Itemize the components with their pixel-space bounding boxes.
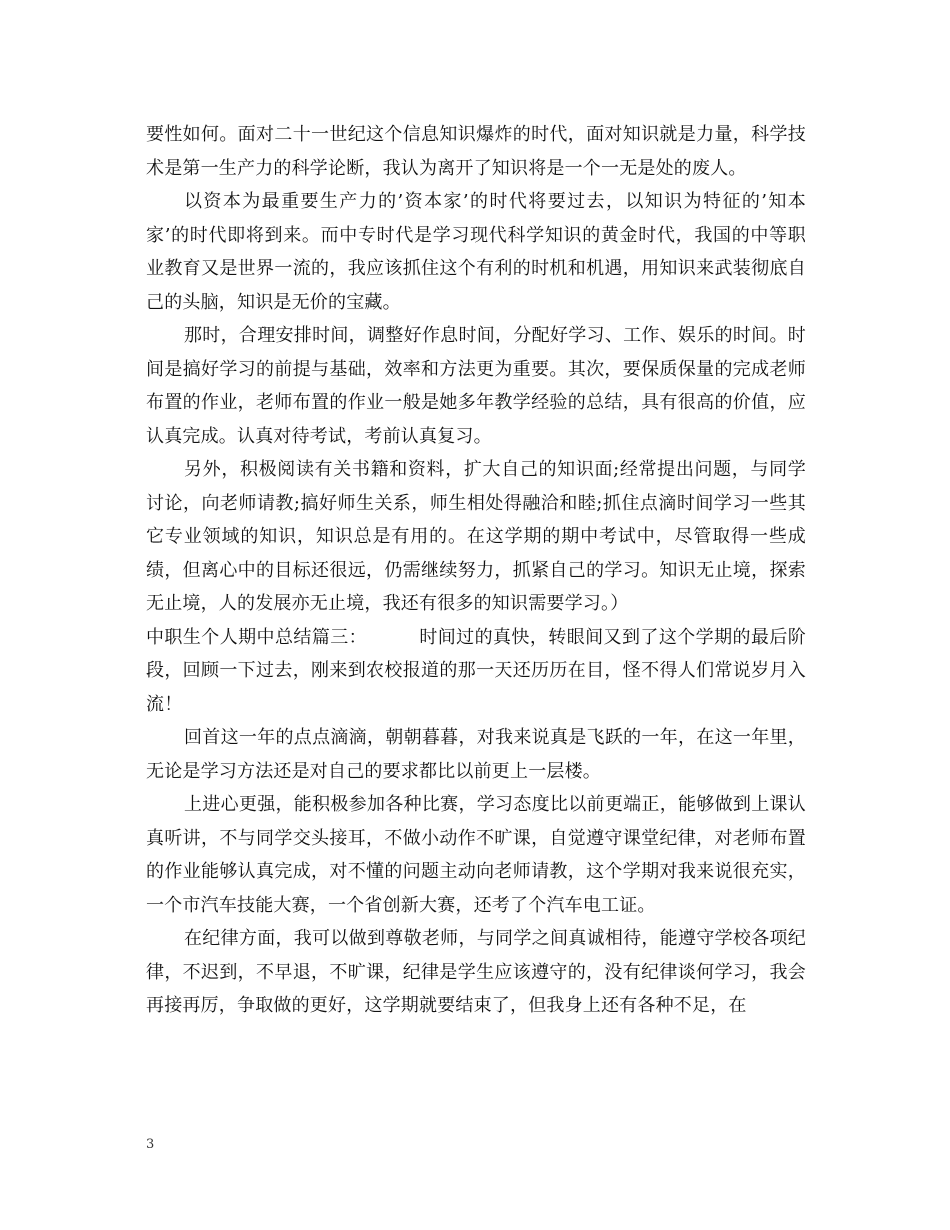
paragraph-2: 以资本为最重要生产力的’资本家’的时代将要过去，以知识为特征的’知本家’的时代即将到来。而中专时代是学习现代科学知识的黄金时代，我国的中等职业教育又是世界一流的，我应该抓住这个有利的时机和机遇，用知识来武装彻底自己的头脑，知识是无价的宝藏。	[146, 191, 806, 313]
section-text: 时间过的真快，转眼间又到了这个学期的最后阶段，回顾一下过去，刚来到农校报道的那一天还历历在目，怪不得人们常说岁月入流！	[146, 626, 806, 715]
paragraph-6: 上进心更强，能积极参加各种比赛，学习态度比以前更端正，能够做到上课认真听讲，不与同学交头接耳，不做小动作不旷课，自觉遵守课堂纪律，对老师布置的作业能够认真完成，对不懂的问题主动向老师请教，这个学期对我来说很充实，一个市汽车技能大赛，一个省创新大赛，还考了个汽车电工证。	[146, 794, 806, 916]
document-body	[146, 118, 806, 1023]
paragraph-3: 那时，合理安排时间，调整好作息时间，分配好学习、工作、娱乐的时间。时间是搞好学习的前提与基础，效率和方法更为重要。其次，要保质保量的完成老师布置的作业，老师布置的作业一般是她多年教学经验的总结，具有很高的价值，应认真完成。认真对待考试，考前认真复习。	[146, 325, 806, 447]
paragraph-7: 在纪律方面，我可以做到尊敬老师，与同学之间真诚相待，能遵守学校各项纪律，不迟到，不早退，不旷课，纪律是学生应该遵守的，没有纪律谈何学习，我会再接再厉，争取做的更好，这学期就要结束了，但我身上还有各种不足，在	[146, 928, 806, 1016]
section-paragraph	[146, 621, 806, 722]
page-number: 3	[146, 1137, 155, 1152]
paragraph-5: 回首这一年的点点滴滴，朝朝暮暮，对我来说真是飞跃的一年，在这一年里，无论是学习方法还是对自己的要求都比以前更上一层楼。	[146, 727, 806, 782]
paragraph-1: 要性如何。面对二十一世纪这个信息知识爆炸的时代，面对知识就是力量，科学技术是第一生产力的科学论断，我认为离开了知识将是一个一无是处的废人。	[146, 124, 806, 179]
paragraph-4: 另外，积极阅读有关书籍和资料，扩大自己的知识面;经常提出问题，与同学讨论，向老师请教;搞好师生关系，师生相处得融洽和睦;抓住点滴时间学习一些其它专业领域的知识，知识总是有用的。在这学期的期中考试中，尽管取得一些成绩，但离心中的目标还很远，仍需继续努力，抓紧自己的学习。知识无止境，探索无止境，人的发展亦无止境，我还有很多的知识需要学习。）	[146, 459, 806, 614]
section-heading: 中职生个人期中总结篇三：	[146, 626, 368, 648]
